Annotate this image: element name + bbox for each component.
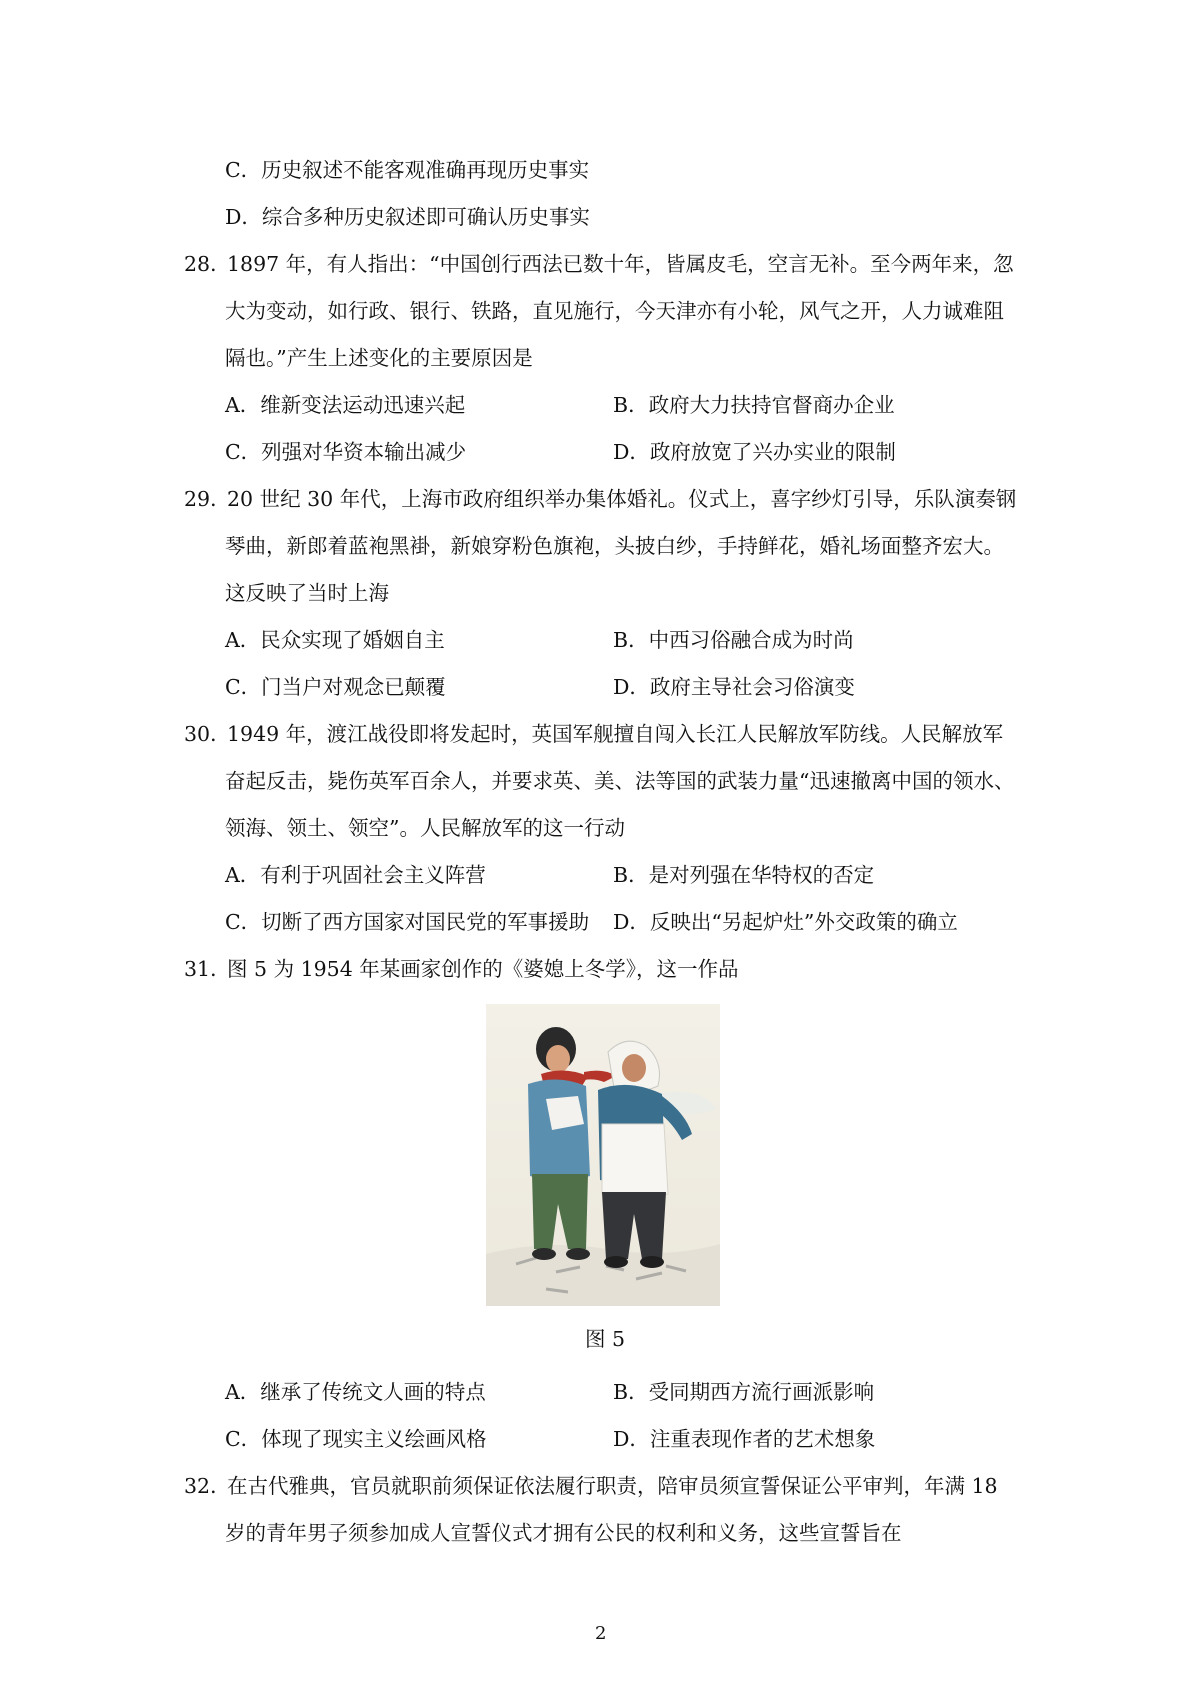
option-a: A．维新变法运动迅速兴起	[225, 393, 466, 417]
option-d: D．政府放宽了兴办实业的限制	[613, 440, 896, 464]
option-d: D．注重表现作者的艺术想象	[613, 1427, 876, 1451]
option-c: C．门当户对观念已颠覆	[225, 675, 446, 699]
option-b: B．是对列强在华特权的否定	[613, 863, 875, 887]
page-number: 2	[595, 1623, 607, 1644]
question-stem-line: 琴曲，新郎着蓝袍黑褂，新娘穿粉色旗袍，头披白纱，手持鲜花，婚礼场面整齐宏大。	[225, 534, 1004, 558]
question-stem-line: 1949 年，渡江战役即将发起时，英国军舰擅自闯入长江人民解放军防线。人民解放军	[227, 722, 1004, 746]
option-d: D．综合多种历史叙述即可确认历史事实	[225, 205, 590, 229]
question-number: 28．	[184, 252, 231, 276]
option-d: D．政府主导社会习俗演变	[613, 675, 855, 699]
option-c: C．体现了现实主义绘画风格	[225, 1427, 487, 1451]
option-c: C．切断了西方国家对国民党的军事援助	[225, 910, 590, 934]
question-stem-line: 岁的青年男子须参加成人宣誓仪式才拥有公民的权利和义务，这些宣誓旨在	[225, 1521, 902, 1545]
painting-illustration	[486, 1004, 720, 1306]
question-stem-line: 图 5 为 1954 年某画家创作的《婆媳上冬学》，这一作品	[227, 957, 739, 981]
option-d: D．反映出“另起炉灶”外交政策的确立	[613, 910, 958, 934]
question-stem-line: 奋起反击，毙伤英军百余人，并要求英、美、法等国的武装力量“迅速撤离中国的领水、	[225, 769, 1015, 793]
question-stem-line: 这反映了当时上海	[225, 581, 389, 605]
option-c: C．历史叙述不能客观准确再现历史事实	[225, 158, 590, 182]
question-stem-line: 大为变动，如行政、银行、铁路，直见施行，今天津亦有小轮，风气之开，人力诚难阻	[225, 299, 1004, 323]
question-number: 32．	[184, 1474, 231, 1498]
option-c: C．列强对华资本输出减少	[225, 440, 467, 464]
painting-figure	[486, 1004, 720, 1306]
option-a: A．有利于巩固社会主义阵营	[225, 863, 486, 887]
question-stem-line: 在古代雅典，官员就职前须保证依法履行职责，陪审员须宣誓保证公平审判，年满 18	[227, 1474, 998, 1498]
option-a: A．继承了传统文人画的特点	[225, 1380, 486, 1404]
question-stem-line: 隔也。”产生上述变化的主要原因是	[225, 346, 533, 370]
question-stem-line: 领海、领土、领空”。人民解放军的这一行动	[225, 816, 625, 840]
question-stem-line: 1897 年，有人指出：“中国创行西法已数十年，皆属皮毛，空言无补。至今两年来，忽	[227, 252, 1014, 276]
question-stem-line: 20 世纪 30 年代，上海市政府组织举办集体婚礼。仪式上，喜字纱灯引导，乐队演奏钢	[227, 487, 1017, 511]
option-b: B．政府大力扶持官督商办企业	[613, 393, 895, 417]
option-a: A．民众实现了婚姻自主	[225, 628, 445, 652]
option-b: B．受同期西方流行画派影响	[613, 1380, 875, 1404]
figure-caption: 图 5	[585, 1327, 626, 1351]
question-number: 31．	[184, 957, 231, 981]
option-b: B．中西习俗融合成为时尚	[613, 628, 854, 652]
question-number: 29．	[184, 487, 231, 511]
question-number: 30．	[184, 722, 231, 746]
